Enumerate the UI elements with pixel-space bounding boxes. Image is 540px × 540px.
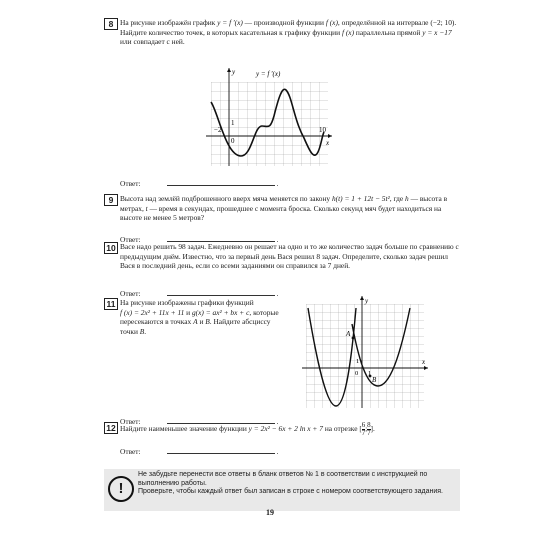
x-axis-label: x [422, 358, 426, 366]
exclamation-icon: ! [108, 476, 134, 502]
y-axis-label: y [232, 68, 236, 76]
function-label: y = f ′(x) [256, 70, 281, 78]
tick-ten: 10 [319, 126, 326, 134]
interval: [ $\frac{6}{7}$ ; $\frac{8}{7}$ ] [359, 421, 373, 437]
task-number: 8 [104, 18, 118, 30]
answer-line[interactable]: Ответ: . [120, 179, 279, 188]
task-text: Найдите наименьшее значение функции y = 2x² − 6x + 2 ln x + 7 на отрезке [ $\frac{6}{7}$ ; $\frac{8}{7}$ ]. [120, 421, 375, 437]
y-axis-label: y [365, 297, 369, 305]
tick-one: 1 [231, 119, 235, 127]
instruction-note [104, 469, 460, 511]
answer-line[interactable]: Ответ: . [120, 447, 279, 456]
derivative-graph [204, 62, 334, 168]
tick-one-y: 1 [356, 358, 360, 365]
x-axis-label: x [326, 139, 330, 147]
task-text: Васе надо решить 98 задач. Ежедневно он решает на одно и то же количество задач больше по сравнению с предыдущим днём. Известно, что за первый день Вася решил 8 задач. Определите, сколько задач решил Вася в последний день, если со всеми заданиями он справился за 7 дней. [120, 242, 459, 271]
answer-line[interactable]: Ответ: . [120, 289, 279, 298]
note-text: Не забудьте перенести все ответы в бланк ответов № 1 в соответствии с инструкцией по выполнению работы. Проверьте, чтобы каждый ответ был записан в строке с номером соответствующего задания. [138, 471, 443, 496]
page-number: 19 [266, 508, 274, 517]
parabolas-graph [300, 294, 430, 410]
answer-line[interactable]: Ответ: . [120, 235, 279, 244]
task-number: 9 [104, 194, 118, 206]
page-content [104, 18, 460, 514]
point-b-label: B [372, 376, 377, 384]
task-text: На рисунке изображён график y = f ′(x) — производной функции f (x), определённой на интервале (−2; 10). Найдите количество точек, в которых касательная к графику функции f (x) параллельна прямой y = x −17 или совпадает с ней. [120, 18, 457, 47]
task-text: На рисунке изображены графики функций f (x) = 2x² + 11x + 11 и g(x) = ax² + bx + c, которые пересекаются в точках A и B. Найдите абсциссу точки B. [120, 298, 279, 336]
tick-minus2: −2 [214, 126, 222, 134]
task-number: 10 [104, 242, 118, 254]
task-number: 11 [104, 298, 118, 310]
task-text: Высота над землёй подброшенного вверх мяча меняется по закону h(t) = 1 + 12t − 5t², где h — высота в метрах, t — время в секундах, прошедшее с момента броска. Сколько секунд мяч будет находиться на высоте не менее 5 метров? [120, 194, 448, 223]
point-a-label: A [346, 330, 351, 338]
origin-label: 0 [355, 370, 359, 377]
origin-label: 0 [231, 137, 235, 145]
answer-line[interactable]: Ответ: . [120, 417, 279, 426]
tick-one-x: 1 [368, 370, 372, 377]
task-number: 12 [104, 422, 118, 434]
